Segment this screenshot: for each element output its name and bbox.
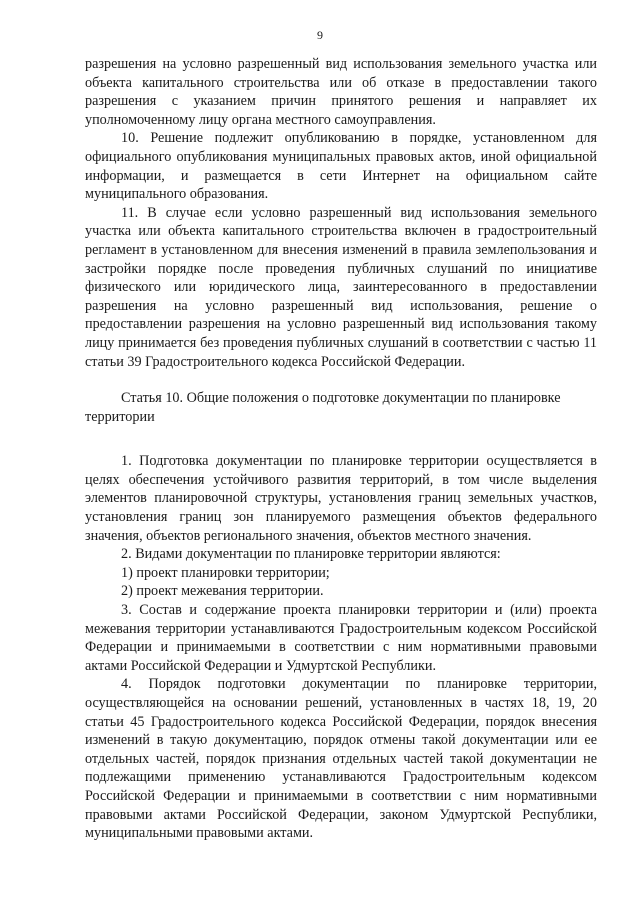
page-number: 9 — [317, 28, 323, 42]
paragraph-continuation: разрешения на условно разрешенный вид использования земельного участка или объекта капитального строительства или об отказе в предоставлении такого разрешения с указанием причин принятого решения и направляет их уполномоченному лицу органа местного самоуправления. — [85, 56, 597, 128]
document-body — [85, 55, 597, 843]
article-10-paragraph-4: 4. Порядок подготовки документации по планировке территории, осуществляющейся на основании решений, установленных в частях 18, 19, 20 статьи 45 Градостроительного кодекса Российской Федерации, порядок внесения изменений в такую документацию, порядок отмены такой документации или ее отдельных частей, порядок признания отдельных частей такой документации не подлежащими применению устанавливаются Градостроительным кодексом Российской Федерации и принимаемыми в соответствии с ним нормативными правовыми актами Российской Федерации, законом Удмуртской Республики, муниципальными правовыми актами. — [85, 676, 597, 842]
article-10-heading: Статья 10. Общие положения о подготовке документации по планировке территории — [85, 390, 561, 425]
paragraph-10: 10. Решение подлежит опубликованию в порядке, установленном для официального опубликования муниципальных правовых актов, иной официальной информации, и размещается в сети Интернет на официальном сайте муниципального образования. — [85, 130, 597, 203]
paragraph-11: 11. В случае если условно разрешенный вид использования земельного участка или объекта капитального строительства включен в градостроительный регламент в установленном для внесения изменений в правила землепользования и застройки порядке после проведения публичных слушаний по инициативе физического или юридического лица, заинтересованного в предоставлении разрешения на условно разрешенный вид использования, решение о предоставлении разрешения на условно разрешенный вид использования такому лицу принимается без проведения публичных слушаний в соответствии с частью 11 статьи 39 Градостроительного кодекса Российской Федерации. — [85, 204, 597, 370]
article-10-paragraph-2: 2. Видами документации по планировке территории являются: — [121, 546, 501, 563]
article-10-paragraph-3: 3. Состав и содержание проекта планировки территории и (или) проекта межевания территории устанавливаются Градостроительным кодексом Российской Федерации и принимаемыми в соответствии с ним нормативными правовыми актами Российской Федерации и Удмуртской Республики. — [85, 602, 597, 674]
article-10-paragraph-1: 1. Подготовка документации по планировке территории осуществляется в целях обеспечения устойчивого развития территорий, в том числе выделения элементов планировочной структуры, установления границ земельных участков, установления границ зон планируемого размещения объектов федерального значения, объектов регионального значения, объектов местного значения. — [85, 453, 597, 544]
article-10-item-1: 1) проект планировки территории; — [121, 564, 330, 581]
article-10-item-2: 2) проект межевания территории. — [121, 583, 324, 600]
